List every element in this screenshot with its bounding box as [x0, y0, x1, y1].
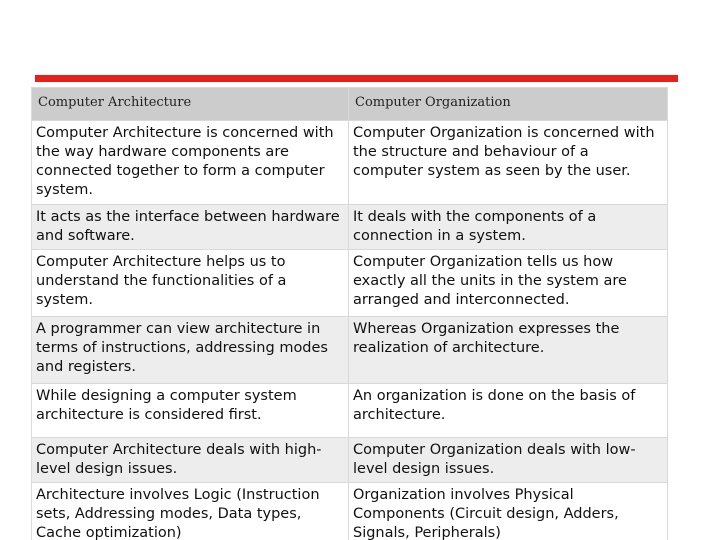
- table-row: [32, 121, 668, 205]
- organization-cell: It deals with the components of a connection in a system.: [349, 205, 668, 250]
- architecture-cell: Computer Architecture deals with high-level design issues.: [32, 438, 349, 483]
- organization-cell: Organization involves Physical Components (Circuit design, Adders, Signals, Peripherals): [349, 483, 668, 540]
- table-row: [32, 250, 668, 317]
- header-computer-organization: Computer Organization: [349, 88, 668, 121]
- table-row: [32, 483, 668, 540]
- table-row: [32, 205, 668, 250]
- organization-cell: Computer Organization tells us how exactly all the units in the system are arranged and interconnected.: [349, 250, 668, 317]
- organization-cell: Computer Organization deals with low-level design issues.: [349, 438, 668, 483]
- architecture-cell: Computer Architecture is concerned with the way hardware components are connected together to form a computer system.: [32, 121, 349, 205]
- table-row: [32, 317, 668, 384]
- title-underline-rule: [35, 75, 678, 82]
- architecture-cell: While designing a computer system architecture is considered first.: [32, 384, 349, 438]
- architecture-cell: A programmer can view architecture in terms of instructions, addressing modes and registers.: [32, 317, 349, 384]
- table-header-row: [32, 88, 668, 121]
- organization-cell: Whereas Organization expresses the realization of architecture.: [349, 317, 668, 384]
- header-computer-architecture: Computer Architecture: [32, 88, 349, 121]
- organization-cell: An organization is done on the basis of architecture.: [349, 384, 668, 438]
- table-row: [32, 384, 668, 438]
- architecture-cell: Architecture involves Logic (Instruction sets, Addressing modes, Data types, Cache optimization): [32, 483, 349, 540]
- comparison-table: [31, 87, 668, 540]
- architecture-cell: It acts as the interface between hardware and software.: [32, 205, 349, 250]
- organization-cell: Computer Organization is concerned with the structure and behaviour of a computer system as seen by the user.: [349, 121, 668, 205]
- architecture-cell: Computer Architecture helps us to understand the functionalities of a system.: [32, 250, 349, 317]
- table-row: [32, 438, 668, 483]
